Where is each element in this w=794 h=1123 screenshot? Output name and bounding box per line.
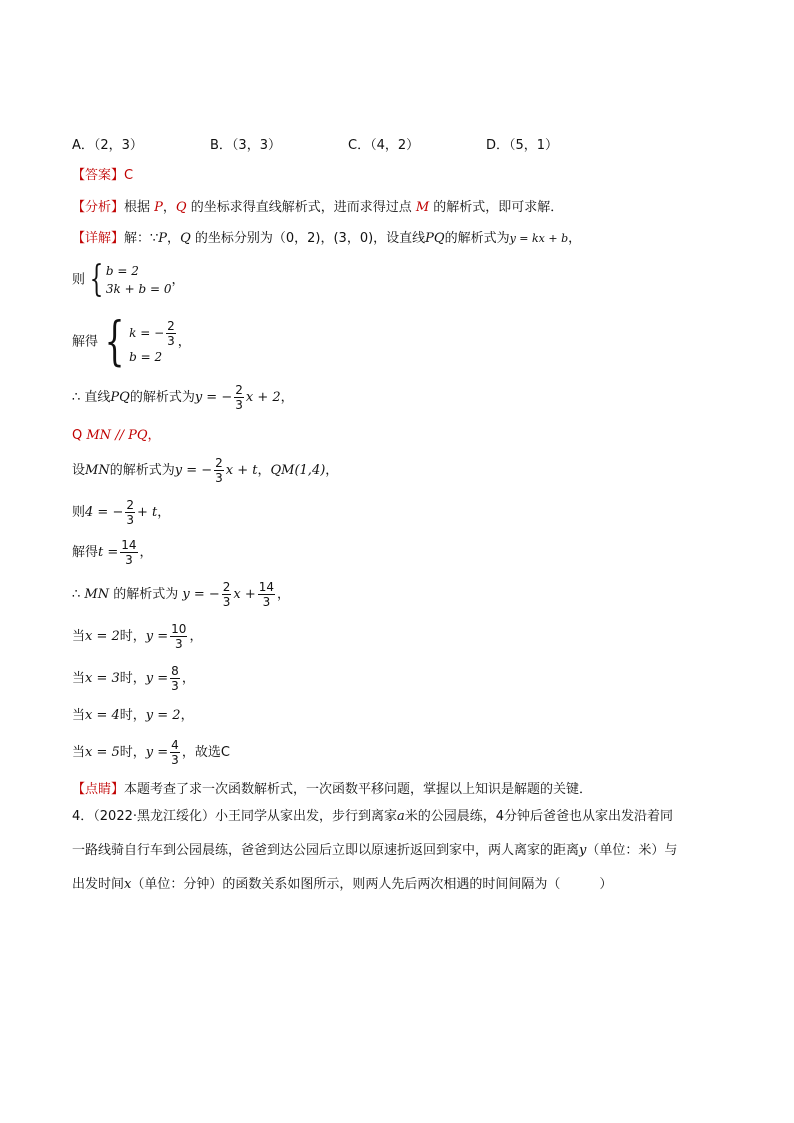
option-c: C．（4，2）	[348, 138, 420, 153]
option-b: B．（3，3）	[210, 138, 281, 153]
detail-text: 解：∵	[124, 231, 159, 246]
punct: ，	[189, 629, 203, 644]
denominator: 3	[174, 637, 183, 651]
expr: x = 5	[85, 745, 120, 760]
expr: x = 3	[85, 671, 120, 686]
denominator: 3	[171, 679, 179, 693]
line-mn: MN	[84, 587, 110, 602]
case-line-3	[72, 704, 194, 723]
punct: ，	[139, 545, 153, 560]
denominator: 3	[125, 553, 133, 567]
system-prefix: 则	[72, 272, 86, 288]
fraction	[222, 580, 232, 609]
analysis-text: 根据	[124, 200, 155, 215]
equation: b = 2	[105, 264, 139, 278]
denominator: 3	[262, 595, 271, 609]
expr: x = 2	[85, 629, 120, 644]
fraction	[258, 580, 275, 609]
denominator: 3	[215, 471, 223, 485]
expr: y =	[145, 671, 169, 686]
denominator: 3	[222, 595, 231, 609]
step-line-4	[72, 498, 170, 527]
punct: ，	[277, 587, 291, 602]
choice: C	[220, 745, 230, 760]
denominator: 3	[126, 513, 134, 527]
case-text: 当	[72, 629, 86, 644]
because-symbol: Q	[72, 428, 83, 443]
case-text: 当	[72, 671, 86, 686]
step-text: 的解析式为	[109, 587, 183, 602]
numerator: 8	[171, 664, 179, 678]
comment-tag: 【点睛】	[72, 782, 125, 797]
detail-text: ，	[568, 231, 582, 246]
expr: y = −	[182, 587, 220, 602]
step-text: 解得	[72, 545, 99, 560]
line-pq: PQ	[425, 231, 445, 246]
detail-text: 的解析式为	[444, 231, 510, 246]
since-symbol: QM	[270, 463, 295, 478]
punct: ，	[177, 334, 191, 350]
numerator: 4	[171, 738, 179, 752]
equation: 3k + b = 0	[105, 282, 172, 296]
numerator: 2	[222, 580, 231, 594]
denominator: 3	[167, 333, 175, 348]
equation-system-2	[129, 319, 178, 366]
question-text: 一路线骑自行车到公园晨练，爸爸到达公园后立即以原速折返回到家中，两人离家的距离	[72, 843, 580, 858]
expr: x +	[233, 587, 256, 602]
option-d: D．（5，1）	[486, 138, 559, 153]
case-line-2	[72, 664, 195, 693]
expr: y =	[145, 745, 169, 760]
step-text: ∴	[72, 587, 85, 602]
point-q: Q	[175, 200, 187, 215]
point-p: P	[158, 231, 168, 246]
expr: x = 4	[85, 708, 120, 723]
expr: MN // PQ	[86, 428, 148, 443]
formula-pq: y = kx + b	[509, 232, 569, 245]
punct: ，	[325, 463, 339, 478]
equation: b = 2	[129, 349, 163, 364]
system-prefix: 解得	[72, 334, 99, 350]
equation-system-1	[106, 262, 172, 298]
analysis-text: 的解析式，即可求解．	[429, 200, 564, 215]
fraction	[170, 622, 187, 651]
question-text: （单位：分钟）的函数关系如图所示，则两人先后两次相遇的时间间隔为（ ）	[131, 877, 613, 892]
step-text: 的解析式为	[109, 463, 175, 478]
comment-line	[72, 778, 592, 797]
step-line-5	[72, 538, 153, 567]
expr: y = −	[194, 390, 233, 405]
case-text: ，故选	[181, 745, 221, 760]
point-p: P	[154, 200, 163, 215]
option-a: A．（2，3）	[72, 138, 143, 153]
var-y: y	[579, 843, 587, 858]
expr: y =	[145, 629, 169, 644]
analysis-line	[72, 196, 563, 215]
step-text: 则	[72, 505, 86, 520]
case-line-1	[72, 622, 202, 651]
case-text: 当	[72, 708, 86, 723]
step-text: ∴ 直线	[72, 390, 111, 405]
comment-text: 本题考查了求一次函数解析式，一次函数平移问题，掌握以上知识是解题的关键．	[124, 782, 593, 797]
expr: + t	[136, 505, 158, 520]
step-line-1	[72, 383, 294, 412]
var-x: x	[124, 877, 132, 892]
var-a: a	[397, 809, 405, 824]
fraction	[214, 456, 224, 485]
numerator: 10	[171, 622, 187, 636]
system2-line	[72, 312, 191, 372]
punct: ，	[157, 505, 171, 520]
numerator: 14	[258, 580, 275, 594]
question-text: 4．（2022·黑龙江绥化）小王同学从家出发，步行到离家	[72, 809, 397, 824]
brace-symbol: {	[104, 312, 125, 372]
punct: ，	[280, 390, 294, 405]
step-text: 设	[72, 463, 86, 478]
brace-symbol: {	[89, 259, 104, 300]
punct: ，	[147, 428, 161, 443]
denominator: 3	[235, 398, 243, 412]
punct: ，	[171, 272, 185, 288]
detail-sep: ，	[167, 231, 181, 246]
expr: y = 2	[145, 708, 181, 723]
analysis-tag: 【分析】	[72, 200, 125, 215]
case-text: 时，	[119, 629, 146, 644]
numerator: 2	[167, 318, 175, 333]
question-4	[72, 800, 728, 902]
detail-text: 的坐标分别为（0，2)，(3，0)，设直线	[190, 231, 426, 246]
detail-tag: 【详解】	[72, 231, 125, 246]
fraction	[234, 383, 244, 412]
punct: ，	[180, 708, 194, 723]
numerator: 2	[235, 383, 243, 397]
fraction	[170, 664, 180, 693]
expr: x + t	[225, 463, 258, 478]
point-m: (1,4)	[294, 463, 326, 478]
case-text: 时，	[119, 745, 146, 760]
step-line-6	[72, 580, 290, 609]
expr: y = −	[174, 463, 213, 478]
detail-line	[72, 227, 581, 246]
step-text: 的解析式为	[129, 390, 195, 405]
expr: t =	[98, 545, 119, 560]
numerator: 2	[126, 498, 134, 512]
case-text: 时，	[119, 671, 146, 686]
numerator: 2	[215, 456, 223, 470]
analysis-sep: ，	[162, 200, 176, 215]
case-line-4	[72, 738, 230, 767]
expr: x + 2	[245, 390, 281, 405]
answer-value: C	[124, 168, 134, 183]
answer-tag: 【答案】	[72, 168, 125, 183]
point-m: M	[415, 200, 430, 215]
line-pq: PQ	[110, 390, 130, 405]
step-line-2	[72, 424, 161, 443]
answer-line	[72, 164, 133, 183]
line-mn: MN	[85, 463, 110, 478]
fraction	[166, 319, 176, 348]
question-text: （单位：米）与	[586, 843, 678, 858]
fraction	[120, 538, 137, 567]
fraction	[170, 738, 180, 767]
equation: k = −	[129, 325, 165, 340]
step-line-3	[72, 456, 338, 485]
analysis-text: 的坐标求得直线解析式，进而求得过点	[186, 200, 416, 215]
case-text: 时，	[119, 708, 146, 723]
question-text: 出发时间	[72, 877, 125, 892]
punct: ，	[181, 671, 195, 686]
punct: ，	[257, 463, 271, 478]
fraction	[125, 498, 135, 527]
numerator: 14	[121, 538, 137, 552]
denominator: 3	[171, 753, 179, 767]
case-text: 当	[72, 745, 86, 760]
point-q: Q	[180, 231, 191, 246]
question-text: 米的公园晨练，4分钟后爸爸也从家出发沿着同	[404, 809, 674, 824]
expr: 4 = −	[85, 505, 124, 520]
system1-line	[72, 259, 185, 300]
